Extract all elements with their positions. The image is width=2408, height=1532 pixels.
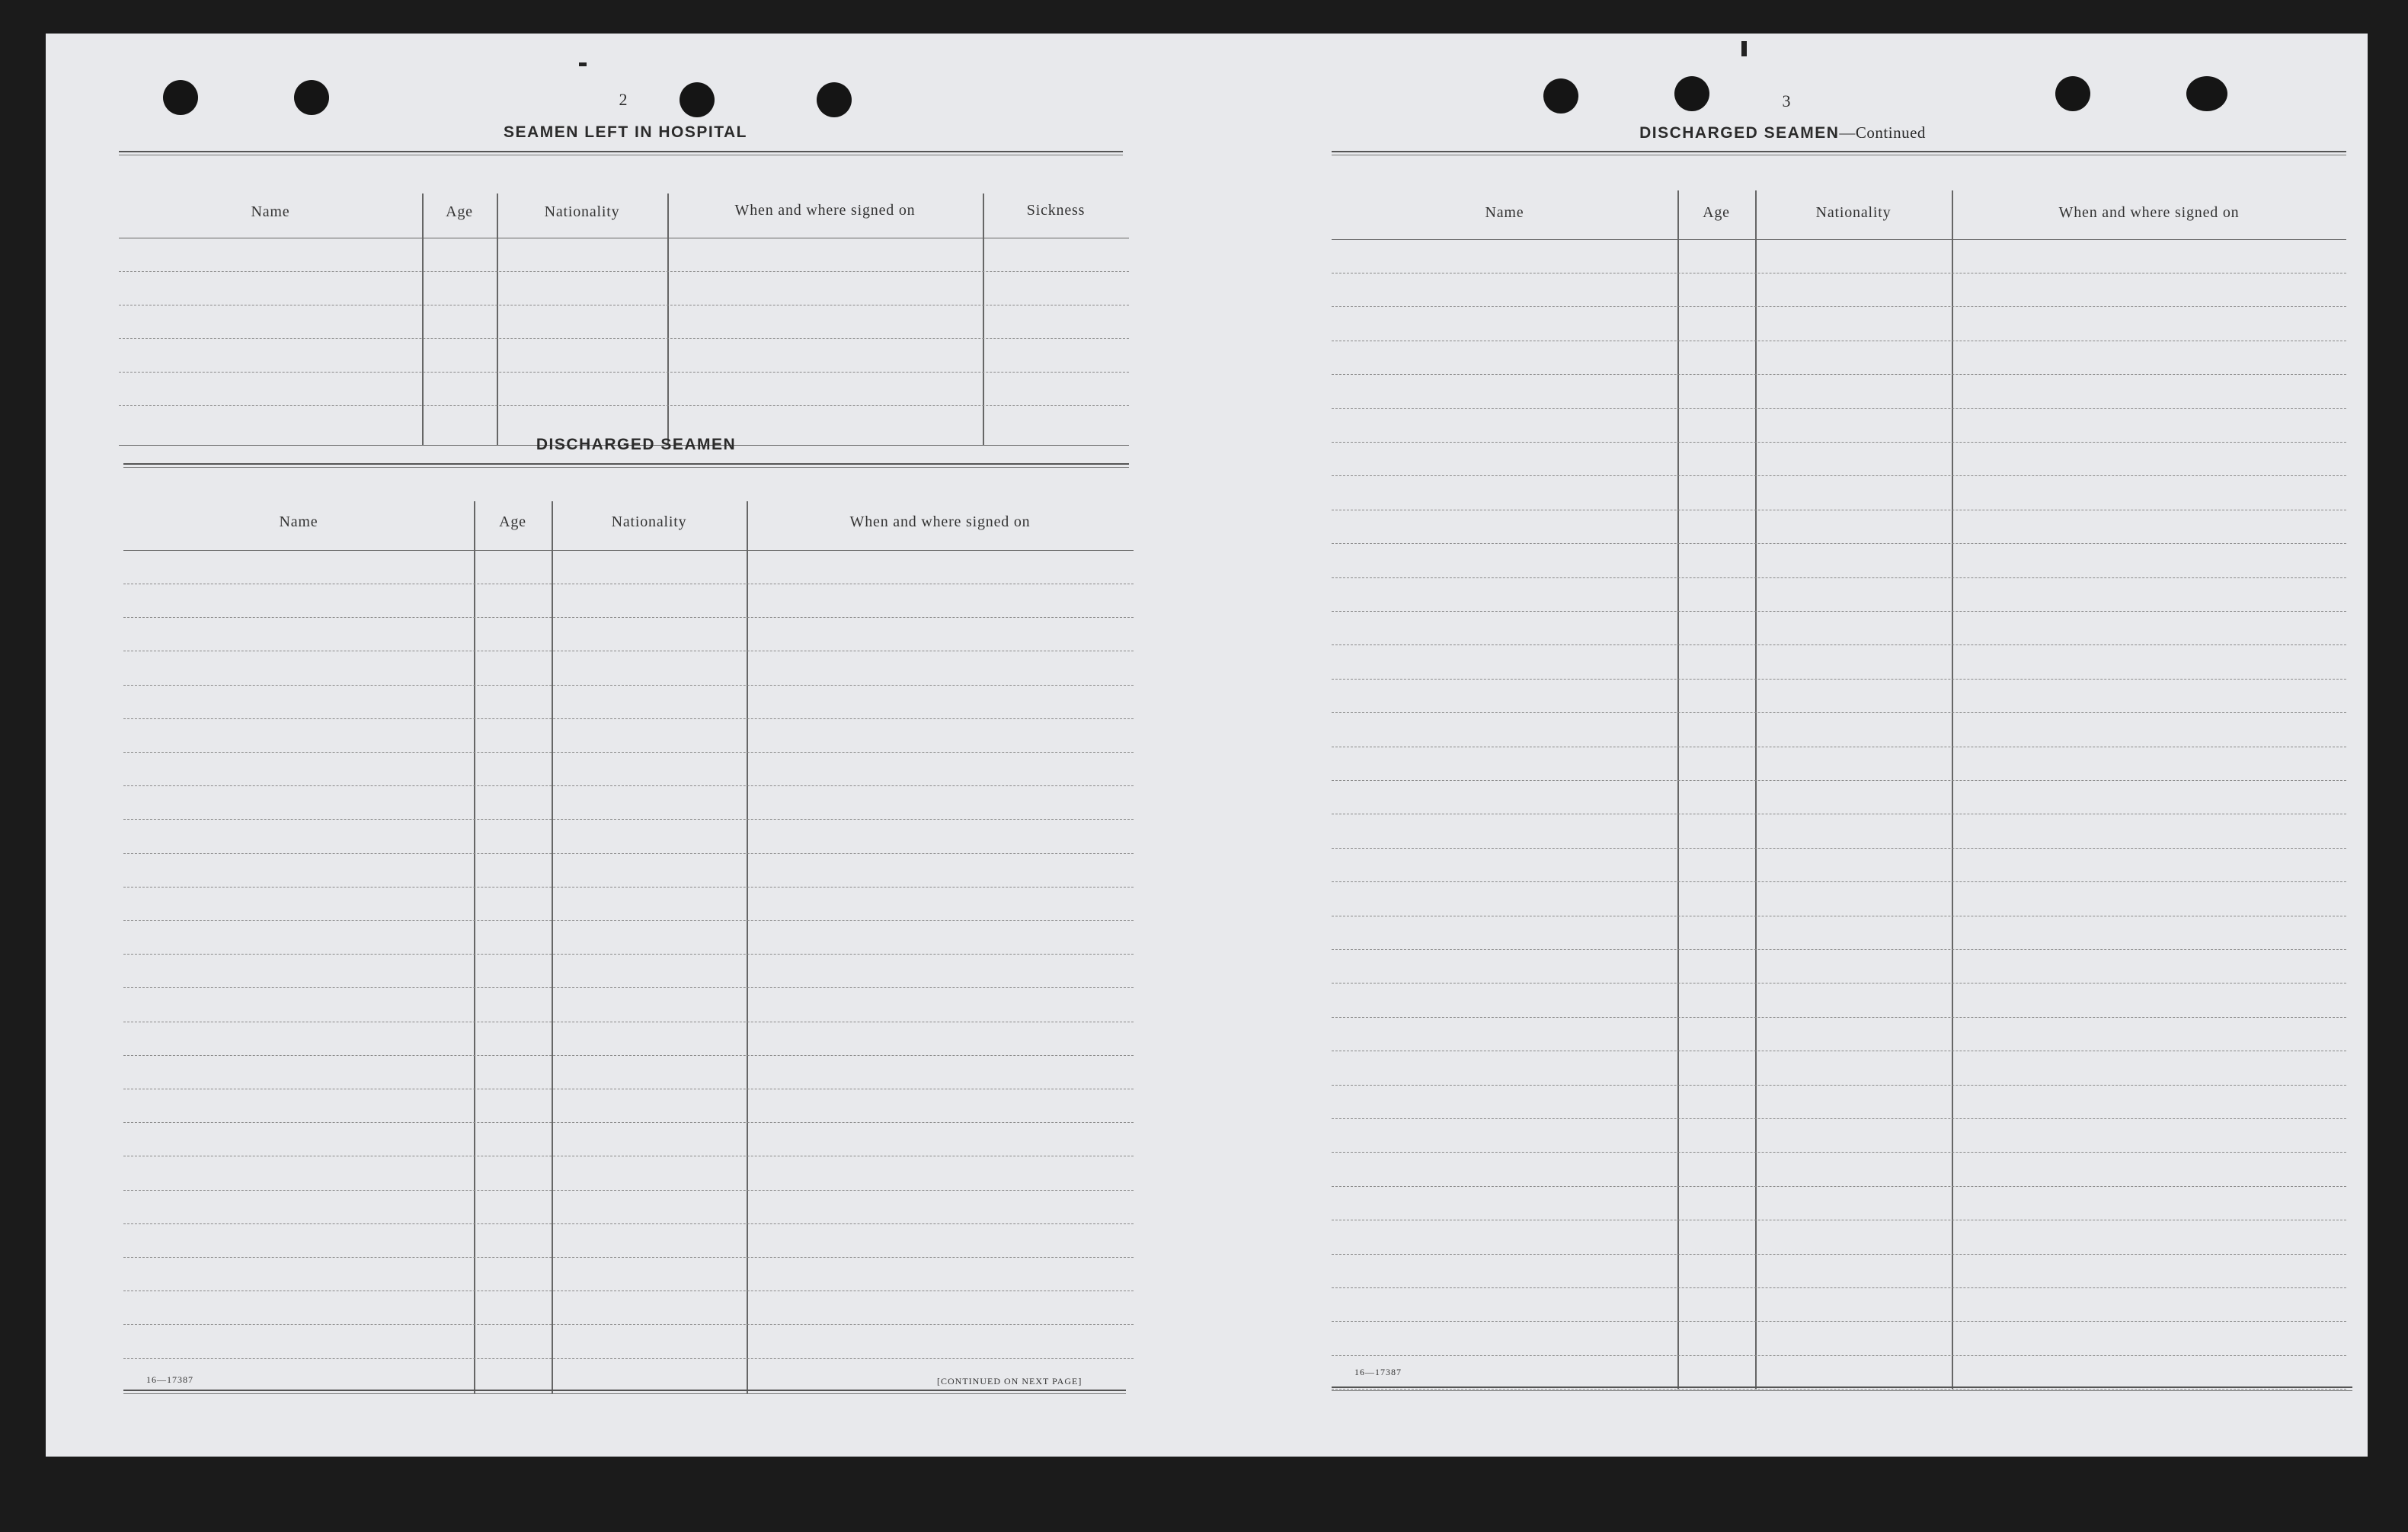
blank-row: [123, 1257, 1134, 1258]
column-divider: [422, 193, 424, 445]
blank-row: [1332, 475, 2346, 476]
blank-row: [1332, 679, 2346, 680]
blank-row: [1332, 577, 2346, 578]
blank-row: [1332, 1118, 2346, 1119]
column-divider: [1755, 190, 1757, 1390]
section-title-suffix: —Continued: [1839, 123, 1926, 142]
blank-row: [123, 1358, 1134, 1359]
blank-row: [1332, 1254, 2346, 1255]
blank-row: [123, 819, 1134, 820]
column-divider: [1677, 190, 1679, 1390]
right-page: [1204, 34, 2368, 1457]
blank-row: [123, 1055, 1134, 1056]
blank-row: [1332, 1186, 2346, 1187]
column-header-nationality: Nationality: [611, 513, 687, 530]
column-divider: [474, 501, 475, 1394]
page-number: 2: [619, 90, 628, 109]
column-divider: [983, 193, 984, 445]
table-bottom-rule: [123, 1390, 1126, 1394]
blank-row: [1332, 712, 2346, 713]
page-number: 3: [1782, 91, 1791, 110]
header-rule: [1332, 239, 2346, 240]
column-header-sickness: Sickness: [1026, 202, 1086, 219]
column-divider: [497, 193, 498, 445]
form-number: 16—17387: [146, 1374, 193, 1385]
column-divider: [667, 193, 669, 445]
blank-row: [1332, 1017, 2346, 1018]
blank-row: [1332, 442, 2346, 443]
blank-row: [1332, 1321, 2346, 1322]
column-header-signed-on: When and where signed on: [2058, 204, 2240, 221]
blank-row: [123, 887, 1134, 888]
blank-row: [123, 920, 1134, 921]
blank-row: [1332, 881, 2346, 882]
section-title: DISCHARGED SEAMEN: [536, 436, 737, 453]
column-divider: [747, 501, 748, 1394]
section-rule: [119, 151, 1123, 155]
blank-row: [123, 685, 1134, 686]
blank-row: [1332, 408, 2346, 409]
column-header-name: Name: [251, 203, 290, 220]
column-header-name: Name: [279, 513, 318, 530]
blank-row: [1332, 611, 2346, 612]
blank-row: [1332, 543, 2346, 544]
blank-row: [1332, 644, 2346, 645]
section-rule: [123, 463, 1129, 468]
blank-row: [123, 1324, 1134, 1325]
discharged-continued-table: [1332, 160, 2346, 1394]
column-divider: [1952, 190, 1953, 1390]
blank-row: [1332, 848, 2346, 849]
blank-row: [119, 338, 1129, 339]
blank-row: [1332, 1085, 2346, 1086]
column-header-signed-on: When and where signed on: [734, 202, 916, 219]
blank-row: [119, 405, 1129, 406]
form-number: 16—17387: [1354, 1367, 1402, 1377]
blank-row: [1332, 1355, 2346, 1356]
column-divider: [552, 501, 553, 1394]
blank-row: [123, 853, 1134, 854]
blank-row: [123, 1223, 1134, 1224]
column-header-nationality: Nationality: [544, 203, 620, 220]
blank-row: [123, 785, 1134, 786]
blank-row: [1332, 306, 2346, 307]
blank-row: [1332, 374, 2346, 375]
blank-row: [123, 954, 1134, 955]
column-header-age: Age: [499, 513, 526, 530]
column-header-nationality: Nationality: [1815, 204, 1892, 221]
section-title: [1562, 123, 2003, 142]
blank-row: [123, 718, 1134, 719]
column-header-age: Age: [1703, 204, 1730, 221]
column-header-age: Age: [446, 203, 473, 220]
left-page: [46, 34, 1204, 1457]
discharged-table: [123, 471, 1134, 1400]
blank-row: [123, 987, 1134, 988]
section-rule: [1332, 151, 2346, 155]
section-title: SEAMEN LEFT IN HOSPITAL: [504, 123, 747, 141]
continued-note: [CONTINUED ON NEXT PAGE]: [937, 1376, 1082, 1386]
hospital-table: [119, 160, 1129, 449]
blank-row: [123, 617, 1134, 618]
table-bottom-rule: [1332, 1386, 2352, 1391]
blank-row: [1332, 949, 2346, 950]
blank-row: [123, 752, 1134, 753]
section-title-main: DISCHARGED SEAMEN: [1639, 124, 1840, 142]
blank-row: [119, 271, 1129, 272]
blank-row: [123, 1190, 1134, 1191]
blank-row: [123, 1122, 1134, 1123]
column-header-name: Name: [1485, 204, 1524, 221]
column-header-signed-on: When and where signed on: [849, 513, 1031, 530]
blank-row: [1332, 780, 2346, 781]
blank-row: [1332, 1152, 2346, 1153]
blank-row: [1332, 1287, 2346, 1288]
document-sheet: [46, 34, 2368, 1457]
header-rule: [123, 550, 1134, 551]
blank-row: [119, 372, 1129, 373]
